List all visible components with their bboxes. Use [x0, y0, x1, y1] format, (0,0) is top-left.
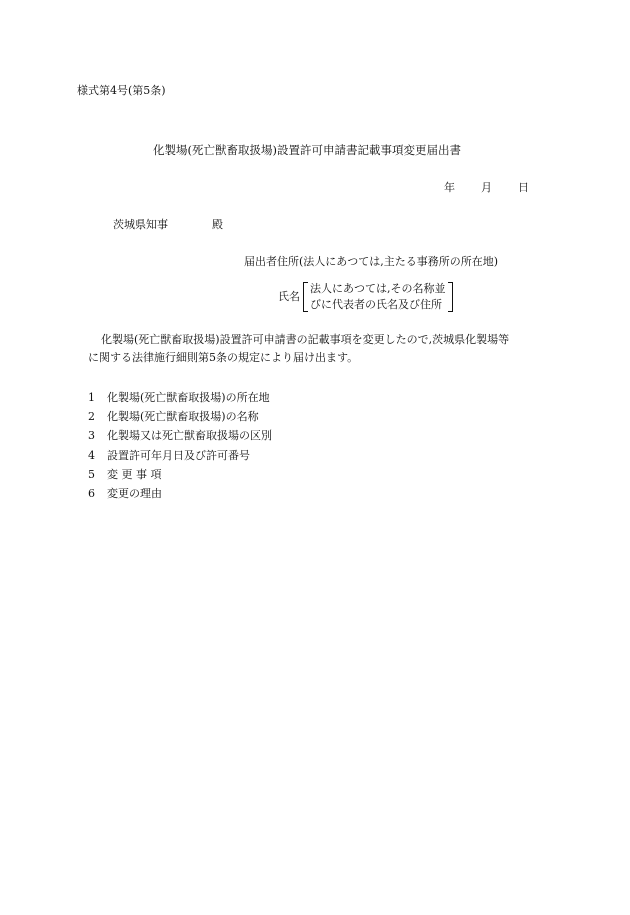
list-item	[88, 465, 272, 484]
applicant-name-label: 氏名	[278, 289, 300, 303]
item-text: 変 更 事 項	[107, 467, 162, 481]
date-day-label: 日	[518, 181, 529, 194]
item-number: 2	[88, 410, 95, 424]
addressee	[113, 218, 223, 232]
date-year-label: 年	[444, 181, 455, 194]
item-number: 5	[88, 467, 95, 481]
item-text: 化製場(死亡獣畜取扱場)の所在地	[107, 391, 270, 404]
list-item	[88, 388, 272, 407]
document-title: 化製場(死亡獣畜取扱場)設置許可申請書記載事項変更届出書	[153, 143, 461, 157]
name-note-line-2: びに代表者の氏名及び住所	[310, 297, 442, 311]
body-line-1: 化製場(死亡獣畜取扱場)設置許可申請書の記載事項を変更したので,茨城県化製場等	[101, 333, 510, 346]
applicant-address-label: 届出者住所(法人にあつては,主たる事務所の所在地)	[244, 255, 499, 268]
list-item	[88, 407, 272, 426]
item-number: 3	[88, 429, 95, 443]
addressee-honorific: 殿	[212, 218, 223, 231]
name-note-line-1: 法人にあつては,その名称並	[310, 282, 446, 295]
item-text: 変更の理由	[107, 487, 162, 501]
item-text: 化製場(死亡獣畜取扱場)の名称	[107, 410, 259, 424]
body-line-2: に関する法律施行細則第5条の規定により届け出ます。	[88, 351, 359, 365]
name-note-bracket	[302, 281, 454, 313]
item-text: 設置許可年月日及び許可番号	[107, 448, 250, 462]
list-item	[88, 446, 272, 465]
addressee-name: 茨城県知事	[113, 218, 168, 231]
item-number: 6	[88, 487, 95, 501]
item-number: 1	[88, 391, 95, 404]
item-number: 4	[88, 448, 95, 462]
body-paragraph	[88, 331, 558, 367]
item-text: 化製場又は死亡獣畜取扱場の区別	[107, 429, 272, 443]
item-list	[88, 388, 272, 503]
list-item	[88, 426, 272, 445]
form-number: 様式第4号(第5条)	[77, 84, 166, 97]
applicant-name-block	[278, 281, 454, 313]
list-item	[88, 484, 272, 503]
date-line	[444, 181, 529, 195]
date-month-label: 月	[481, 181, 492, 194]
